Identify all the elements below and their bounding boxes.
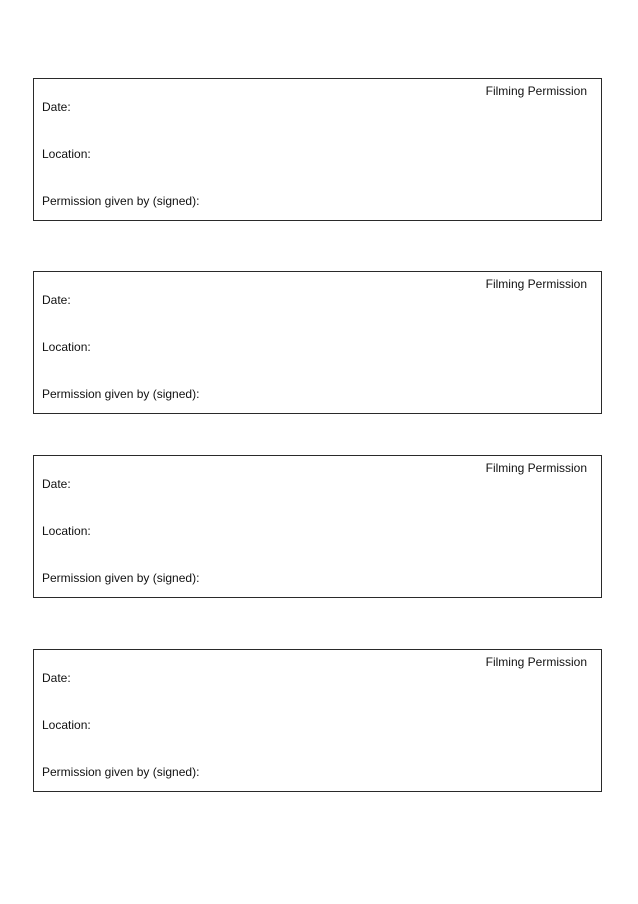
slip-title: Filming Permission [485, 461, 587, 475]
date-label: Date: [42, 671, 71, 685]
slip-title: Filming Permission [485, 84, 587, 98]
signed-label: Permission given by (signed): [42, 571, 200, 585]
location-label: Location: [42, 524, 91, 538]
slip-title: Filming Permission [485, 655, 587, 669]
signed-label: Permission given by (signed): [42, 765, 200, 779]
location-label: Location: [42, 718, 91, 732]
date-label: Date: [42, 293, 71, 307]
permission-slip-4 [33, 649, 602, 792]
date-label: Date: [42, 100, 71, 114]
slip-title: Filming Permission [485, 277, 587, 291]
permission-slip-2 [33, 271, 602, 414]
signed-label: Permission given by (signed): [42, 387, 200, 401]
date-label: Date: [42, 477, 71, 491]
location-label: Location: [42, 340, 91, 354]
permission-slip-1 [33, 78, 602, 221]
location-label: Location: [42, 147, 91, 161]
permission-slip-3 [33, 455, 602, 598]
signed-label: Permission given by (signed): [42, 194, 200, 208]
